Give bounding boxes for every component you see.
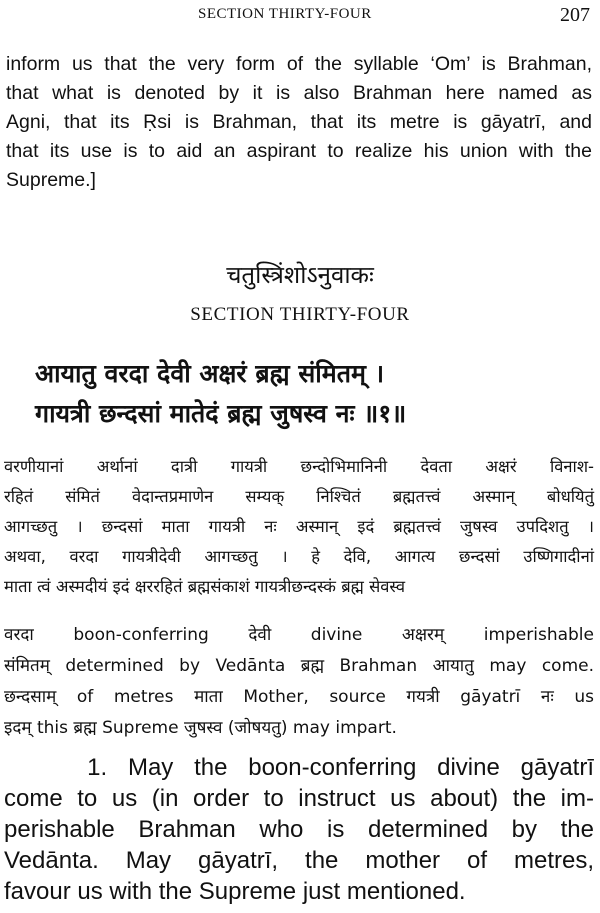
running-header (0, 4, 600, 30)
intro-paragraph (6, 50, 592, 195)
mantra-line: गायत्री छन्दसां मातेदं ब्रह्म जुषस्व नः ॥१॥ (35, 399, 407, 428)
commentary-line: रहितं संमितं वेदान्तप्रमाणेन सम्यक् निश्चितं ब्रह्मतत्त्वं अस्मान् बोधयितुं (4, 487, 594, 506)
section-title-devanagari: चतुस्त्रिंशोऽनुवाकः (226, 261, 374, 289)
intro-line: Agni, that its Ṛsi is Brahman, that its metre is gāyatrī, and (6, 111, 592, 133)
commentary-line: माता त्वं अस्मदीयं इदं क्षररहितं ब्रह्मसंकाशं गायत्रीछन्दस्कं ब्रह्म सेवस्व (4, 577, 405, 596)
gloss-line: इदम् this ब्रह्म Supreme जुषस्व (जोषयतु) may impart. (4, 718, 397, 738)
word-gloss (4, 620, 594, 744)
intro-line: inform us that the very form of the syllable ‘Om’ is Brahman, (6, 53, 592, 75)
mantra-verse (35, 354, 575, 434)
gloss-line: संमितम् determined by Vedānta ब्रह्म Brahman आयातु may come. (4, 656, 594, 676)
running-title: SECTION THIRTY-FOUR (198, 6, 372, 22)
intro-line: that what is denoted by it is also Brahman here named as (6, 82, 592, 104)
intro-line: that its use is to aid an aspirant to realize his union with the (6, 140, 592, 162)
commentary-line: आगच्छतु । छन्दसां माता गायत्री नः अस्मान् इदं ब्रह्मतत्त्वं जुषस्व उपदिशतु । (4, 517, 594, 536)
mantra-line: आयातु वरदा देवी अक्षरं ब्रह्म संमितम् । (35, 359, 385, 388)
section-title-english: SECTION THIRTY-FOUR (190, 304, 410, 325)
translation-line: perishable Brahman who is determined by the (4, 816, 594, 843)
translation-line: Vedānta. May gāyatrī, the mother of metres, (4, 847, 594, 874)
sanskrit-commentary (4, 452, 594, 602)
translation-line: 1. May the boon-conferring divine gāyatrī (4, 754, 594, 781)
commentary-line: वरणीयानां अर्थानां दात्री गायत्री छन्दोभिमानिनी देवता अक्षरं विनाश- (4, 457, 594, 476)
intro-line: Supreme.] (6, 169, 96, 191)
translation-line: come to us (in order to instruct us about) the im- (4, 785, 594, 812)
translation-line: favour us with the Supreme just mentioned. (4, 878, 466, 905)
commentary-line: अथवा, वरदा गायत्रीदेवी आगच्छतु । हे देवि, आगत्य छन्दसां उष्णिगादीनां (4, 547, 594, 566)
gloss-line: वरदा boon-conferring देवी divine अक्षरम् imperishable (4, 625, 594, 645)
page-number: 207 (560, 4, 590, 26)
gloss-line: छन्दसाम् of metres माता Mother, source गयत्री gāyatrī नः us (4, 687, 594, 707)
english-translation (4, 752, 594, 907)
